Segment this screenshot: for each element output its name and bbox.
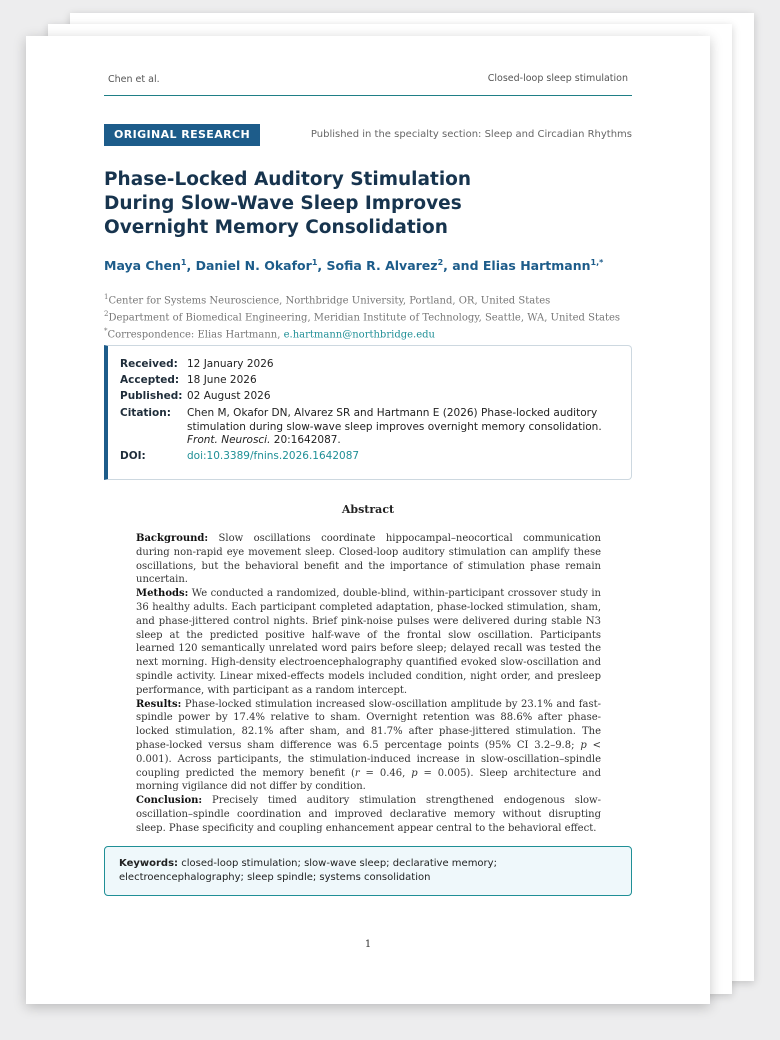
article-title: Phase-Locked Auditory Stimulation During Slow-Wave Sleep Improves Overnight Memory Consolidation (104, 169, 472, 238)
article-info-box (104, 345, 632, 480)
accepted-row: Accepted: 18 June 2026 (120, 374, 621, 388)
received-date: 12 January 2026 (187, 358, 274, 370)
citation-row: Citation: Chen M, Okafor DN, Alvarez SR and Hartmann E (2026) Phase-locked auditory stimulation during slow-wave sleep improves overnight memory consolidation. Front. Neurosci. 20:1642087. (120, 407, 621, 448)
author-affil-mark: 1,* (590, 258, 604, 267)
running-title: Closed-loop sleep stimulation (487, 73, 628, 84)
keywords-label: Keywords: (119, 858, 179, 869)
affiliation-line: $^1$Center for Systems Neuroscience, Northbridge University, Portland, OR, United States (104, 293, 551, 307)
keywords-list: closed-loop stimulation; slow-wave sleep; declarative memory; electroencephalography; sleep spindle; systems consolidation (119, 858, 497, 883)
published-date: 02 August 2026 (187, 390, 271, 402)
author-list (104, 258, 632, 273)
correspondence-line: *Correspondence: Elias Hartmann, e.hartmann@northbridge.edu (104, 326, 435, 340)
abstract-results: Results: Phase-locked stimulation increased slow-oscillation amplitude by 23.1% and fast-spindle power by 17.4% relative to sham. Overnight retention was 88.6% after phase-locked stimulation, 82.1% after sham, and 81.7% after phase-jittered stimulation. The phase-locked versus sham difference was 6.5 percentage points (95% CI 3.2–9.8; p < 0.001). Across participants, the stimulation-induced increase in slow-oscillation–spindle coupling predicted the memory benefit (r = 0.46, p = 0.005). Sleep architecture and morning vigilance did not differ by condition. (136, 698, 602, 793)
author-name[interactable]: Sofia R. Alvarez (326, 258, 438, 274)
citation-text: Chen M, Okafor DN, Alvarez SR and Hartmann E (2026) Phase-locked auditory stimulation during slow-wave sleep improves overnight memory consolidation. Front. Neurosci. 20:1642087. (187, 407, 602, 446)
affiliation-line: $^2$Department of Biomedical Engineering, Meridian Institute of Technology, Seattle, WA, United States (104, 309, 621, 324)
citation-journal: Front. Neurosci. (187, 434, 271, 446)
received-row: Received: 12 January 2026 (120, 358, 621, 372)
page-number: 1 (364, 939, 372, 950)
keywords-box (104, 846, 632, 896)
article-type-badge: ORIGINAL RESEARCH (104, 124, 260, 146)
author-affil-mark: 1 (180, 258, 187, 267)
published-row: Published: 02 August 2026 (120, 390, 621, 404)
author-affil-mark: 1 (311, 258, 318, 267)
abstract-conclusion: Conclusion: Precisely timed auditory stimulation strengthened endogenous slow-oscillation–spindle coordination and improved declarative memory without disrupting sleep. Phase specificity and coupling enhancement appear central to the behavioral effect. (136, 795, 601, 834)
doi-link[interactable]: doi:10.3389/fnins.2026.1642087 (187, 450, 360, 462)
abstract-methods: Methods: We conducted a randomized, double-blind, within-participant crossover study in 36 healthy adults. Each participant completed adaptation, phase-locked stimulation, sham, and phase-jittered control nights. Brief pink-noise pulses were delivered during stable N3 sleep at the predicted positive half-wave of the frontal slow oscillation. Participants learned 120 semantically unrelated word pairs before sleep; delayed recall was tested the next morning. High-density electroencephalography quantified evoked slow-oscillation and spindle activity. Linear mixed-effects models included condition, night order, and presleep performance, with participant as a random intercept. (136, 588, 601, 696)
correspondence-email-link[interactable]: e.hartmann@northbridge.edu (283, 328, 435, 340)
running-header (104, 73, 632, 96)
specialty-section-note: Published in the specialty section: Sleep and Circadian Rhythms (310, 129, 632, 140)
running-author: Chen et al. (108, 74, 160, 85)
author-name[interactable]: Daniel N. Okafor (195, 258, 312, 274)
author-separator: , (186, 258, 196, 274)
article-page (26, 36, 710, 1004)
abstract-heading: Abstract (341, 503, 395, 516)
author-name[interactable]: Elias Hartmann (482, 258, 591, 274)
author-affil-mark: 2 (437, 258, 444, 267)
author-separator: , and (443, 258, 483, 274)
abstract-background: Background: Slow oscillations coordinate hippocampal–neocortical communication during non-rapid eye movement sleep. Closed-loop auditory stimulation can amplify these oscillations, but the behavioral benefit and the importance of stimulation phase remain uncertain. (136, 533, 601, 586)
accepted-date: 18 June 2026 (187, 374, 257, 386)
abstract-body (136, 532, 601, 836)
affiliations (104, 291, 632, 341)
doi-row: DOI: doi:10.3389/fnins.2026.1642087 (120, 450, 360, 462)
author-separator: , (317, 258, 327, 274)
author-name[interactable]: Maya Chen (104, 258, 181, 274)
